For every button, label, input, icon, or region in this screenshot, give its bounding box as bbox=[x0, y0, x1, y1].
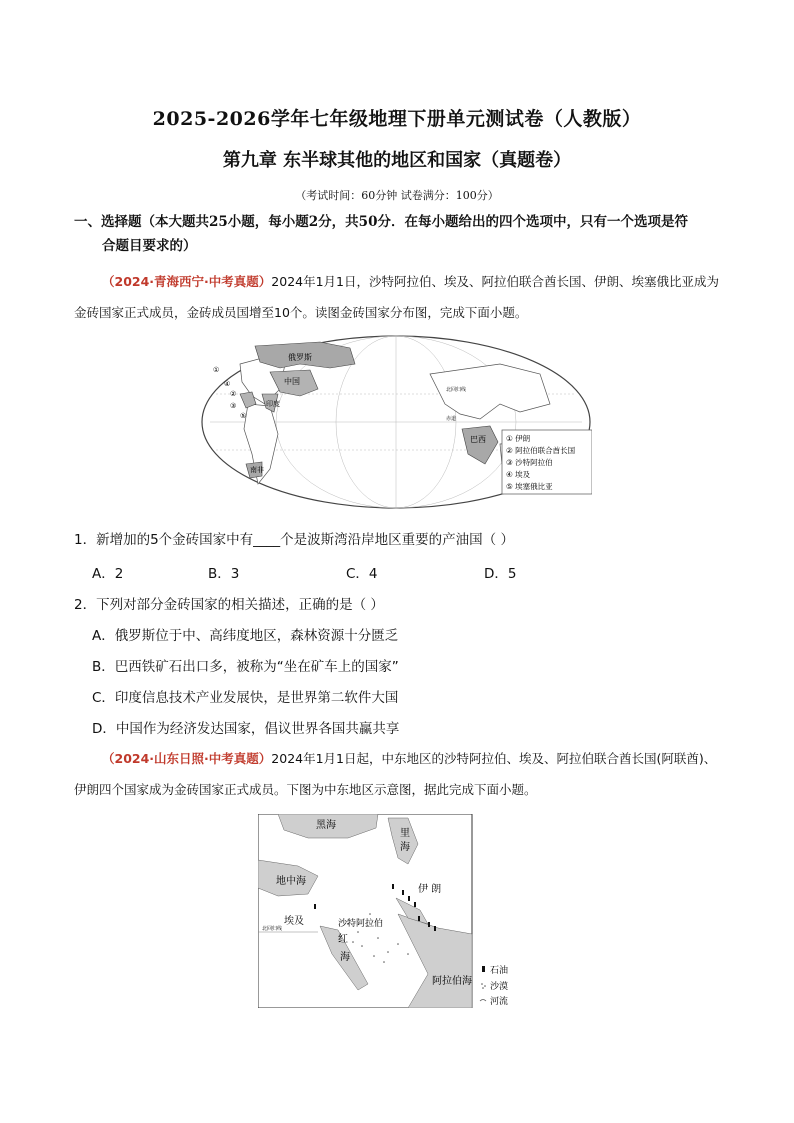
q2-option-a[interactable]: A．俄罗斯位于中、高纬度地区，森林资源十分匮乏 bbox=[92, 628, 399, 644]
q1-option-a[interactable]: A．2 bbox=[92, 566, 124, 582]
q2-option-d[interactable]: D．中国作为经济发达国家，倡议世界各国共赢共享 bbox=[92, 721, 400, 737]
q1-option-b[interactable]: B．3 bbox=[208, 566, 240, 582]
passage-1-text: 2024年1月1日，沙特阿拉伯、埃及、阿拉伯联合酋长国、伊朗、埃塞俄比亚成为金砖国家正式成员，金砖成员国增至10个。读图金砖国家分布图，完成下面小题。 bbox=[74, 274, 720, 320]
passage-2-source: （2024·山东日照·中考真题） bbox=[102, 751, 272, 766]
label-tropic: 北回归线 bbox=[446, 387, 467, 393]
legend-item-ethiopia: ⑤ 埃塞俄比亚 bbox=[506, 482, 553, 491]
section-heading-line2: 合题目要求的） bbox=[102, 238, 197, 254]
q1-option-d[interactable]: D．5 bbox=[484, 566, 517, 582]
label-circle1: ① bbox=[213, 366, 220, 374]
label-equator: 赤道 bbox=[446, 416, 457, 422]
brics-world-map bbox=[200, 334, 592, 510]
label-red-sea-2: 海 bbox=[340, 952, 350, 963]
q2-option-b[interactable]: B．巴西铁矿石出口多，被称为“坐在矿车上的国家” bbox=[92, 659, 399, 675]
label-saudi: 沙特阿拉伯 bbox=[338, 919, 384, 929]
label-caspian-1: 里 bbox=[400, 828, 410, 839]
label-egypt: 埃及 bbox=[284, 916, 304, 927]
label-iran: 伊 朗 bbox=[418, 884, 442, 895]
chapter-title: 第九章 东半球其他的地区和国家（真题卷） bbox=[222, 150, 572, 171]
label-south-africa: 南非 bbox=[250, 466, 264, 474]
middle-east-map bbox=[258, 814, 530, 1008]
question-1-stem: 1．新增加的5个金砖国家中有____个是波斯湾沿岸地区重要的产油国（ ） bbox=[74, 532, 514, 548]
desert-icon bbox=[481, 983, 486, 989]
legend-river: 河流 bbox=[490, 997, 509, 1007]
passage-2 bbox=[74, 743, 724, 805]
label-red-sea-1: 红 bbox=[338, 934, 348, 945]
passage-1-source: （2024·青海西宁·中考真题） bbox=[102, 274, 272, 289]
q2-option-c[interactable]: C．印度信息技术产业发展快，是世界第二软件大国 bbox=[92, 690, 399, 706]
exam-title: 2025-2026学年七年级地理下册单元测试卷（人教版） bbox=[152, 108, 642, 130]
legend-item-egypt: ④ 埃及 bbox=[506, 470, 531, 479]
label-tropic-line: 北回归线 bbox=[262, 926, 283, 932]
label-caspian-2: 海 bbox=[400, 842, 410, 853]
label-arabian-sea: 阿拉伯海 bbox=[432, 976, 472, 987]
question-2-stem: 2．下列对部分金砖国家的相关描述，正确的是（ ） bbox=[74, 597, 384, 613]
q1-option-c[interactable]: C．4 bbox=[346, 566, 378, 582]
label-circle4: ④ bbox=[224, 380, 231, 388]
legend-item-saudi: ③ 沙特阿拉伯 bbox=[506, 458, 553, 467]
exam-info: （考试时间：60分钟 试卷满分：100分） bbox=[295, 189, 499, 202]
passage-1 bbox=[74, 266, 724, 328]
label-circle3: ③ bbox=[230, 402, 237, 410]
label-mediterranean: 地中海 bbox=[276, 876, 306, 887]
label-russia: 俄罗斯 bbox=[288, 353, 312, 362]
legend-oil: 石油 bbox=[490, 966, 509, 976]
label-black-sea: 黑海 bbox=[316, 820, 336, 831]
section-heading-line1: 一、选择题（本大题共25小题，每小题2分，共50分．在每小题给出的四个选项中，只有一个选项是符 bbox=[74, 214, 688, 230]
label-india: 印度 bbox=[266, 400, 280, 408]
label-china: 中国 bbox=[284, 377, 300, 386]
label-circle5: ⑤ bbox=[240, 412, 247, 420]
label-brazil: 巴西 bbox=[470, 435, 486, 444]
legend-desert: 沙漠 bbox=[490, 982, 509, 992]
river-icon bbox=[480, 1000, 486, 1002]
oil-icon bbox=[482, 966, 485, 972]
label-circle2: ② bbox=[230, 390, 237, 398]
legend-item-uae: ② 阿拉伯联合酋长国 bbox=[506, 446, 576, 455]
legend-item-iran: ① 伊朗 bbox=[506, 434, 531, 443]
passage-2-text: 2024年1月1日起，中东地区的沙特阿拉伯、埃及、阿拉伯联合酋长国(阿联酋)、伊朗四个国家成为金砖国家正式成员。下图为中东地区示意图，据此完成下面小题。 bbox=[74, 751, 717, 797]
section-heading bbox=[74, 210, 724, 258]
